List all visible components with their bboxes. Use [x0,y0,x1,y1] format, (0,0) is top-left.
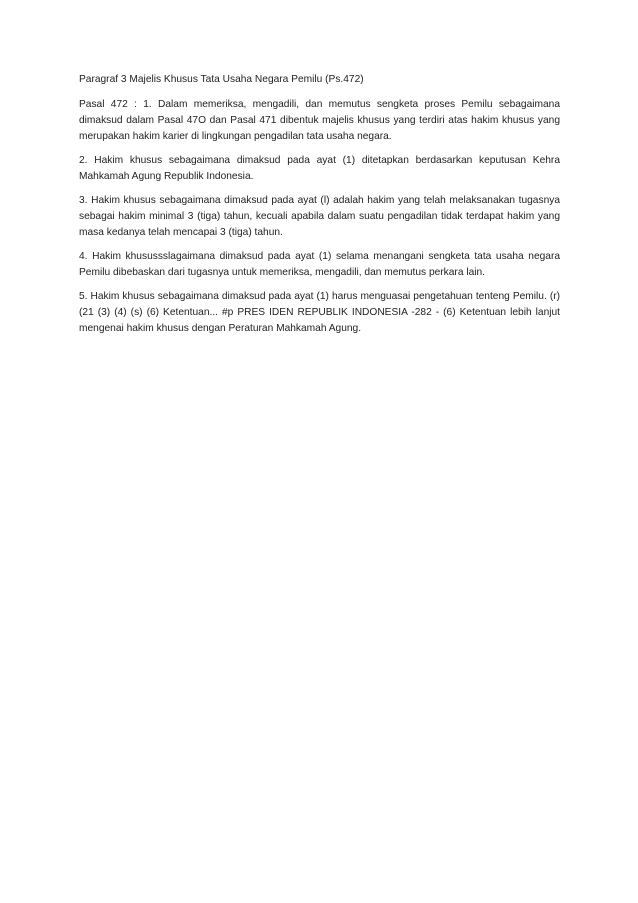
document-page [79,72,560,345]
paragraph-ayat-5: 5. Hakim khusus sebagaimana dimaksud pada ayat (1) harus menguasai pengetahuan tenteng Pemilu. (r) (21 (3) (4) (s) (6) Ketentuan... #p PRES IDEN REPUBLIK INDONESIA -282 - (6) Ketentuan lebih lanjut mengenai hakim khusus dengan Peraturan Mahkamah Agung. [79,291,560,334]
paragraph-ayat-2: 2. Hakim khusus sebagaimana dimaksud pada ayat (1) ditetapkan berdasarkan keputusan Kehra Mahkamah Agung Republik Indonesia. [79,155,560,182]
paragraph-pasal-472-1: Pasal 472 : 1. Dalam memeriksa, mengadili, dan memutus sengketa proses Pemilu sebagaimana dimaksud dalam Pasal 47O dan Pasal 471 dibentuk majelis khusus yang terdiri atas hakim khusus yang merupakan hakim karier di lingkungan pengadilan tata usaha negara. [79,99,560,142]
paragraph-ayat-3: 3. Hakim khusus sebagaimana dimaksud pada ayat (l) adalah hakim yang telah melaksanakan tugasnya sebagai hakim minimal 3 (tiga) tahun, kecuali apabila dalam suatu pengadilan tidak terdapat hakim yang masa kedanya telah mencapai 3 (tiga) tahun. [79,195,560,238]
paragraph-ayat-4: 4. Hakim khusussslagaimana dimaksud pada ayat (1) selama menangani sengketa tata usaha negara Pemilu dibebaskan dari tugasnya untuk memeriksa, mengadili, dan memutus perkara lain. [79,251,560,278]
section-heading: Paragraf 3 Majelis Khusus Tata Usaha Negara Pemilu (Ps.472) [79,74,364,85]
